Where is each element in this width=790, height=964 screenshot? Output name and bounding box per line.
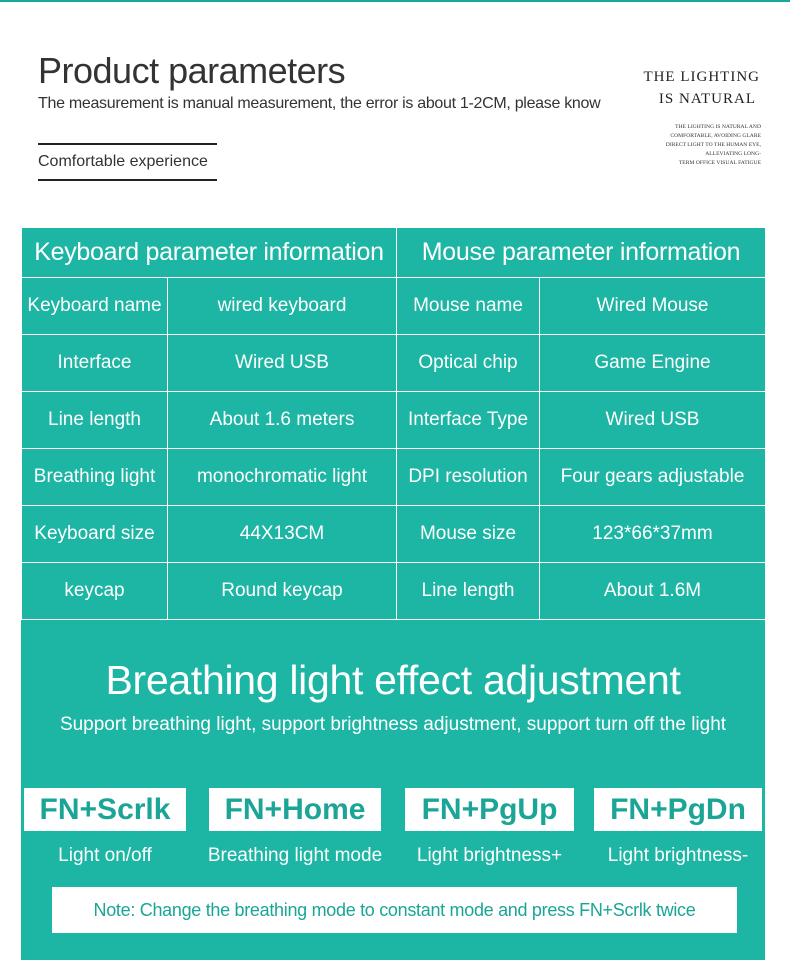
table-cell: About 1.6M bbox=[540, 563, 766, 620]
table-row bbox=[22, 392, 766, 449]
table-cell: Breathing light bbox=[22, 449, 168, 506]
lighting-heading-line1: THE LIGHTING bbox=[643, 69, 760, 85]
table-cell: DPI resolution bbox=[397, 449, 540, 506]
table-cell: Mouse name bbox=[397, 278, 540, 335]
lighting-desc-line: DIRECT LIGHT TO THE HUMAN EYE, bbox=[665, 142, 761, 148]
key-combo-scrlk: FN+Scrlk bbox=[24, 788, 186, 831]
lighting-description bbox=[640, 123, 761, 168]
table-header-row bbox=[22, 228, 766, 278]
table-cell: Round keycap bbox=[168, 563, 397, 620]
table-row bbox=[22, 563, 766, 620]
table-cell: Keyboard size bbox=[22, 506, 168, 563]
table-cell: Game Engine bbox=[540, 335, 766, 392]
table-cell: monochromatic light bbox=[168, 449, 397, 506]
table-cell: Line length bbox=[22, 392, 168, 449]
top-divider-line bbox=[0, 0, 790, 2]
lighting-desc-line: COMFORTABLE, AVOIDING GLARE bbox=[670, 133, 761, 139]
table-row bbox=[22, 449, 766, 506]
lighting-heading bbox=[600, 66, 760, 110]
table-cell: Interface bbox=[22, 335, 168, 392]
table-cell: Wired Mouse bbox=[540, 278, 766, 335]
table-cell: Wired USB bbox=[168, 335, 397, 392]
key-label-home: Breathing light mode bbox=[207, 845, 383, 866]
parameter-table bbox=[21, 227, 766, 620]
table-cell: wired keyboard bbox=[168, 278, 397, 335]
measurement-note: The measurement is manual measurement, the error is about 1-2CM, please know bbox=[38, 95, 601, 112]
page-title: Product parameters bbox=[38, 50, 346, 91]
table-cell: Interface Type bbox=[397, 392, 540, 449]
table-cell: keycap bbox=[22, 563, 168, 620]
table-cell: Optical chip bbox=[397, 335, 540, 392]
keyboard-header: Keyboard parameter information bbox=[22, 228, 397, 278]
table-cell: Four gears adjustable bbox=[540, 449, 766, 506]
lighting-desc-line: THE LIGHTING IS NATURAL AND bbox=[675, 124, 761, 130]
key-combo-pgup: FN+PgUp bbox=[405, 788, 574, 831]
comfort-badge: Comfortable experience bbox=[38, 143, 217, 181]
table-cell: 123*66*37mm bbox=[540, 506, 766, 563]
mode-note: Note: Change the breathing mode to constant mode and press FN+Scrlk twice bbox=[52, 887, 737, 933]
table-row bbox=[22, 335, 766, 392]
table-row bbox=[22, 506, 766, 563]
table-cell: Wired USB bbox=[540, 392, 766, 449]
lighting-desc-line: ALLEVIATING LONG- bbox=[705, 151, 761, 157]
mouse-header: Mouse parameter information bbox=[397, 228, 766, 278]
key-combo-pgdn: FN+PgDn bbox=[594, 788, 762, 831]
key-combo-home: FN+Home bbox=[209, 788, 381, 831]
key-label-pgdn: Light brightness- bbox=[607, 845, 749, 866]
key-label-pgup: Light brightness+ bbox=[416, 845, 563, 866]
parameter-panel bbox=[21, 227, 765, 960]
table-cell: Line length bbox=[397, 563, 540, 620]
table-cell: About 1.6 meters bbox=[168, 392, 397, 449]
breathing-subtitle: Support breathing light, support brightness adjustment, support turn off the light bbox=[59, 714, 727, 735]
table-row bbox=[22, 278, 766, 335]
lighting-desc-line: TERM OFFICE VISUAL FATIGUE bbox=[678, 160, 761, 166]
table-cell: 44X13CM bbox=[168, 506, 397, 563]
table-cell: Keyboard name bbox=[22, 278, 168, 335]
lighting-heading-line2: IS NATURAL bbox=[658, 91, 756, 107]
breathing-title: Breathing light effect adjustment bbox=[105, 657, 681, 703]
table-cell: Mouse size bbox=[397, 506, 540, 563]
key-label-scrlk: Light on/off bbox=[58, 845, 152, 866]
